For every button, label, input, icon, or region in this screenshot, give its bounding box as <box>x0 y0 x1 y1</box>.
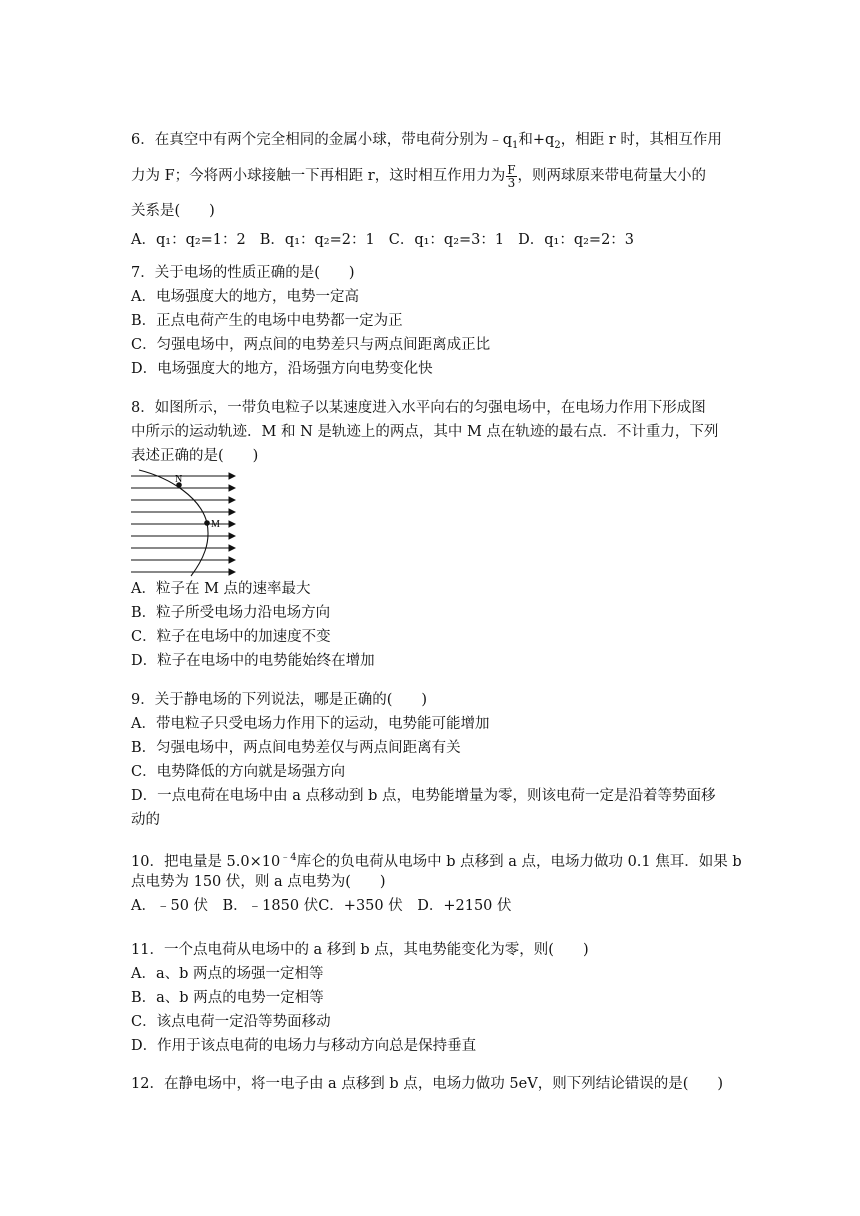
question-12 <box>131 1072 751 1096</box>
question-6-options <box>131 228 751 252</box>
option-b[interactable]: B．正点电荷产生的电场中电势都一定为正 <box>131 313 403 329</box>
question-10 <box>131 846 751 918</box>
option-b[interactable]: B．粒子所受电场力沿电场方向 <box>131 605 331 621</box>
label-m: M <box>211 519 220 530</box>
question-7-stem: 7．关于电场的性质正确的是( ) <box>131 265 355 281</box>
fraction-f-over-3: $\frac{F}{3}$ <box>507 162 516 190</box>
question-8-stem-line-3: 表述正确的是( ) <box>131 448 259 464</box>
option-a[interactable]: A．a、b 两点的场强一定相等 <box>131 966 324 982</box>
option-b[interactable]: B．a、b 两点的电势一定相等 <box>131 990 324 1006</box>
question-8 <box>131 396 751 468</box>
option-d-continued: 动的 <box>131 812 160 828</box>
question-9 <box>131 688 751 832</box>
option-b[interactable]: B．q₁：q₂=2：1 <box>259 232 375 248</box>
label-n: N <box>175 474 183 485</box>
question-10-stem-line-2: 点电势为 150 伏，则 a 点电势为( ) <box>131 874 386 890</box>
option-a[interactable]: A．电场强度大的地方，电势一定高 <box>131 289 359 305</box>
option-d[interactable]: D．作用于该点电荷的电场力与移动方向总是保持垂直 <box>131 1038 477 1054</box>
question-6 <box>131 124 751 252</box>
option-d[interactable]: D．粒子在电场中的电势能始终在增加 <box>131 653 375 669</box>
option-a[interactable]: A．粒子在 M 点的速率最大 <box>131 581 311 597</box>
question-6-stem-line-3: 关系是( ) <box>131 203 215 219</box>
question-8-stem-line-1: 8．如图所示，一带负电粒子以某速度进入水平向右的匀强电场中，在电场力作用下形成图 <box>131 400 706 416</box>
option-c[interactable]: C．匀强电场中，两点间的电势差只与两点间距离成正比 <box>131 337 491 353</box>
option-c[interactable]: C．电势降低的方向就是场强方向 <box>131 764 346 780</box>
question-10-options[interactable]: A．﹣50 伏 B．﹣1850 伏C．+350 伏 D．+2150 伏 <box>131 898 512 914</box>
question-7 <box>131 261 751 381</box>
option-d[interactable]: D．一点电荷在电场中由 a 点移动到 b 点，电势能增量为零，则该电荷一定是沿着等势面移 <box>131 788 716 804</box>
question-6-stem-line-1: 6．在真空中有两个完全相同的金属小球，带电荷分别为$﹣q_1$和$+q_2$，相距 r 时，其相互作用 <box>131 132 722 151</box>
question-6-stem-line-2: 力为 F；今将两小球接触一下再相距 r，这时相互作用力为 $\frac{F}{3}$ ，则两球原来带电荷量大小的 <box>131 162 707 190</box>
question-8-stem-line-2: 中所示的运动轨迹．M 和 N 是轨迹上的两点，其中 M 点在轨迹的最右点．不计重力，下列 <box>131 424 719 440</box>
option-a[interactable]: A．q₁：q₂=1：2 <box>131 232 246 248</box>
question-11 <box>131 938 751 1058</box>
electric-field-trajectory-figure <box>131 468 243 578</box>
option-d[interactable]: D．q₁：q₂=2：3 <box>518 232 635 248</box>
option-c[interactable]: C．该点电荷一定沿等势面移动 <box>131 1014 331 1030</box>
question-11-stem: 11．一个点电荷从电场中的 a 移到 b 点，其电势能变化为零，则( ) <box>131 942 589 958</box>
option-a[interactable]: A．带电粒子只受电场力作用下的运动，电势能可能增加 <box>131 716 490 732</box>
option-d[interactable]: D．电场强度大的地方，沿场强方向电势变化快 <box>131 361 433 377</box>
question-9-stem: 9．关于静电场的下列说法，哪是正确的( ) <box>131 692 428 708</box>
question-8-options <box>131 577 751 673</box>
option-b[interactable]: B．匀强电场中，两点间电势差仅与两点间距离有关 <box>131 740 461 756</box>
point-m <box>204 520 210 526</box>
option-c[interactable]: C．q₁：q₂=3：1 <box>388 232 505 248</box>
question-10-stem-line-1: 10．把电量是 $5.0\times 10^{﹣4}$库仑的负电荷从电场中 b 点移到 a 点，电场力做功 0.1 焦耳．如果 b <box>131 852 742 870</box>
question-12-stem: 12．在静电场中，将一电子由 a 点移到 b 点，电场力做功 5eV，则下列结论错误的是( ) <box>131 1076 724 1092</box>
option-c[interactable]: C．粒子在电场中的加速度不变 <box>131 629 331 645</box>
